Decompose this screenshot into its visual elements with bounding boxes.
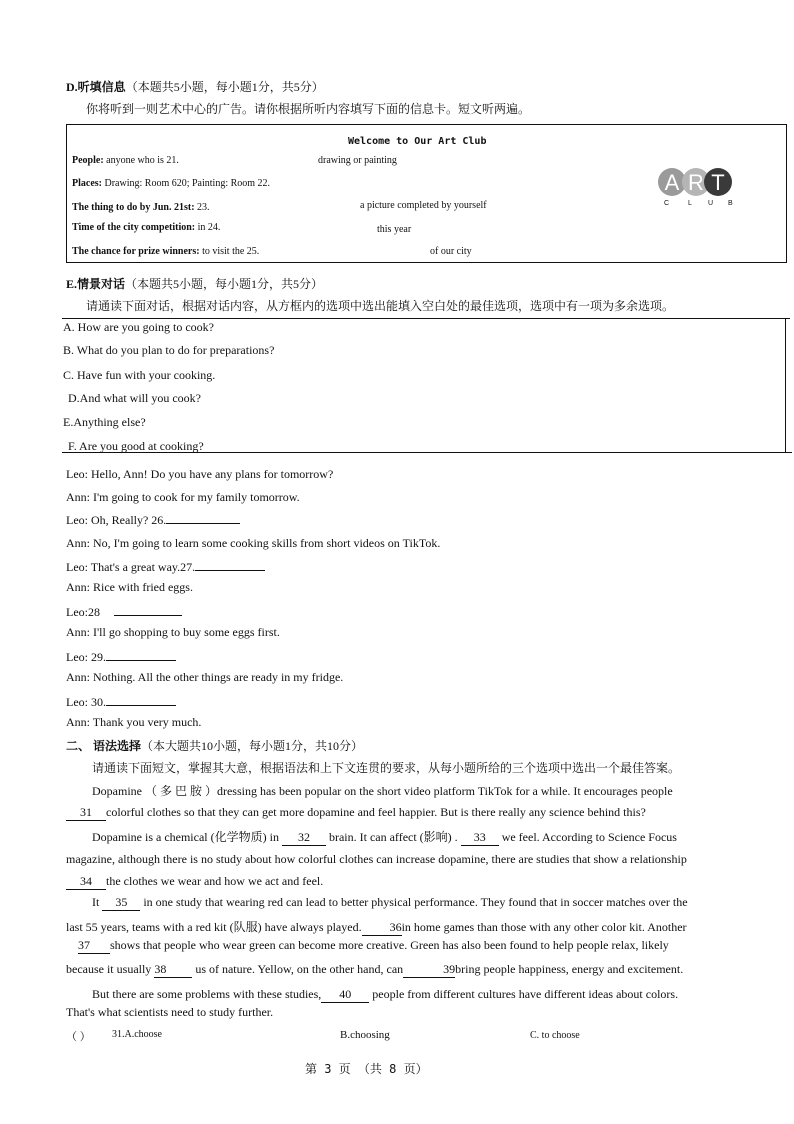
row-label: The chance for prize winners: xyxy=(72,246,200,257)
passage-text: the clothes we wear and how we act and feel. xyxy=(106,874,324,888)
passage-text: colorful clothes so that they can get more dopamine and feel happier. But is there really any science behind this? xyxy=(106,805,646,819)
section-d-instruction: 你将听到一则艺术中心的广告。请你根据所听内容填写下面的信息卡。短文听两遍。 xyxy=(86,102,531,116)
dialogue-line-3 xyxy=(66,513,240,528)
section-e-heading xyxy=(66,275,323,292)
blank-38[interactable]: 38 xyxy=(154,962,192,978)
answer-blank-29[interactable] xyxy=(106,660,176,661)
row-text: Drawing: Room 620; Painting: Room 22. xyxy=(104,178,271,189)
dialogue-line-7 xyxy=(66,605,182,620)
dialogue-text: Leo: 30. xyxy=(66,695,106,709)
passage-text: bring people happiness, energy and excitement. xyxy=(455,962,684,976)
passage-p2-line-a xyxy=(92,828,677,846)
blank-40[interactable]: 40 xyxy=(321,987,369,1003)
passage-text: But there are some problems with these studies, xyxy=(92,987,322,1001)
passage-text: shows that people who wear green can become more creative. Green has also been found to help people relax, likely xyxy=(110,938,669,952)
blank-32[interactable]: 32 xyxy=(282,830,326,846)
blank-34[interactable]: 34 xyxy=(66,874,106,890)
section-d-note: （本题共5小题，每小题1分，共5分） xyxy=(125,80,324,94)
passage-text: It xyxy=(92,895,100,909)
option-f: F. Are you good at cooking? xyxy=(68,439,204,453)
info-row-chance-tail: of our city xyxy=(430,246,472,257)
info-row-chance xyxy=(72,246,259,257)
passage-text: in home games than those with any other color kit. Another xyxy=(401,920,687,934)
section-ii-note: （本大题共10小题，每小题1分，共10分） xyxy=(141,739,364,753)
page-number: 第 3 页 （共 8 页） xyxy=(305,1062,428,1076)
row-label: Time of the city competition: xyxy=(72,222,196,233)
logo-letter-a: A xyxy=(664,170,680,195)
row-text: 23. xyxy=(197,202,210,213)
blank-35[interactable]: 35 xyxy=(102,895,140,911)
answer-blank-26[interactable] xyxy=(166,523,240,524)
logo-letter-t: T xyxy=(711,170,725,195)
dialogue-text: Leo: That's a great way.27. xyxy=(66,560,196,574)
passage-p2-line-c xyxy=(66,874,323,890)
row-label: People: xyxy=(72,155,104,166)
info-row-thing-tail: a picture completed by yourself xyxy=(360,200,487,211)
blank-31[interactable]: 31 xyxy=(66,805,106,821)
info-row-people xyxy=(72,155,179,166)
passage-p2-line-b: magazine, although there is no study about how colorful clothes can increase dopamine, there are studies that show a relationship xyxy=(66,852,687,866)
question-31-option-a[interactable]: 31.A.choose xyxy=(112,1029,162,1040)
logo-sub-l: L xyxy=(688,200,692,207)
passage-text: because it usually xyxy=(66,962,152,976)
passage-p3-line-c xyxy=(78,938,669,954)
section-d-title: 听填信息 xyxy=(77,80,126,94)
row-label: Places: xyxy=(72,178,102,189)
options-box-top xyxy=(62,318,790,319)
question-31-option-c[interactable]: C. to choose xyxy=(530,1030,580,1041)
option-c: C. Have fun with your cooking. xyxy=(63,368,216,382)
passage-text: people from different cultures have different ideas about colors. xyxy=(372,987,679,1001)
section-e-letter: E. xyxy=(66,277,78,291)
dialogue-line-10: Ann: Nothing. All the other things are ready in my fridge. xyxy=(66,670,344,684)
blank-39[interactable]: 39 xyxy=(403,962,455,978)
dialogue-line-6: Ann: Rice with fried eggs. xyxy=(66,580,193,594)
answer-blank-28[interactable] xyxy=(114,615,182,616)
dialogue-line-4: Ann: No, I'm going to learn some cooking skills from short videos on TikTok. xyxy=(66,536,441,550)
passage-p4-line-a xyxy=(92,987,678,1003)
section-d-heading xyxy=(66,78,324,95)
logo-sub-u: U xyxy=(708,200,714,207)
blank-36[interactable]: 36 xyxy=(362,920,402,936)
question-31-option-b[interactable]: B.choosing xyxy=(340,1029,390,1041)
passage-text: in one study that wearing red can lead to better physical performance. They found that in soccer matches over the xyxy=(143,895,688,909)
answer-blank-30[interactable] xyxy=(106,705,176,706)
question-31-paren[interactable]: （ ） xyxy=(66,1031,91,1043)
dialogue-line-2: Ann: I'm going to cook for my family tomorrow. xyxy=(66,490,300,504)
dialogue-text: Leo: Oh, Really? 26. xyxy=(66,513,167,527)
section-e-note: （本题共5小题，每小题1分，共5分） xyxy=(125,277,324,291)
option-d: D.And what will you cook? xyxy=(68,391,201,405)
dialogue-line-8: Ann: I'll go shopping to buy some eggs first. xyxy=(66,625,280,639)
section-ii-heading xyxy=(66,737,363,754)
passage-p3-line-a xyxy=(92,895,688,911)
logo-letter-r: R xyxy=(688,170,704,195)
blank-33[interactable]: 33 xyxy=(461,830,499,846)
section-e-instruction: 请通读下面对话，根据对话内容，从方框内的选项中选出能填入空白处的最佳选项，选项中有一项为多余选项。 xyxy=(86,299,675,313)
dialogue-line-1: Leo: Hello, Ann! Do you have any plans for tomorrow? xyxy=(66,467,334,481)
logo-sub-b: B xyxy=(728,200,733,207)
logo-sub-c: C xyxy=(664,200,670,207)
passage-text: we feel. According to Science Focus xyxy=(501,830,677,844)
passage-p1-line-b xyxy=(66,805,646,821)
row-label: The thing to do by Jun. 21st: xyxy=(72,202,195,213)
dialogue-line-9 xyxy=(66,650,176,665)
passage-p3-line-d xyxy=(66,962,683,978)
blank-37[interactable]: 37 xyxy=(78,938,110,954)
option-b: B. What do you plan to do for preparations? xyxy=(63,343,275,357)
passage-text: brain. It can affect (影响) . xyxy=(328,830,458,844)
info-row-places xyxy=(72,178,270,189)
row-text: to visit the 25. xyxy=(202,246,260,257)
answer-blank-27[interactable] xyxy=(195,570,265,571)
info-card-title: Welcome to Our Art Club xyxy=(348,136,487,147)
row-text: in 24. xyxy=(197,222,221,233)
dialogue-text: Leo: 29. xyxy=(66,650,106,664)
info-row-time xyxy=(72,222,220,233)
dialogue-line-12: Ann: Thank you very much. xyxy=(66,715,202,729)
art-club-logo xyxy=(656,165,742,210)
passage-p1-line-a: Dopamine （ 多 巴 胺 ）dressing has been popular on the short video platform TikTok for a while. It encourages people xyxy=(92,784,673,798)
section-ii-title: 二、 语法选择 xyxy=(66,739,142,753)
passage-text: Dopamine is a chemical (化学物质) in xyxy=(92,830,279,844)
row-text: anyone who is 21. xyxy=(106,155,179,166)
passage-text: us of nature. Yellow, on the other hand, can xyxy=(195,962,404,976)
option-e: E.Anything else? xyxy=(63,415,146,429)
info-row-thing xyxy=(72,202,210,213)
section-d-letter: D. xyxy=(66,80,78,94)
section-e-title: 情景对话 xyxy=(77,277,126,291)
dialogue-text: Leo:28 xyxy=(66,605,100,619)
option-a: A. How are you going to cook? xyxy=(63,320,214,334)
info-row-time-tail: this year xyxy=(377,224,412,235)
section-ii-instruction: 请通读下面短文，掌握其大意，根据语法和上下文连贯的要求，从每小题所给的三个选项中选出一个最佳答案。 xyxy=(92,761,681,775)
dialogue-line-5 xyxy=(66,560,265,575)
dialogue-line-11 xyxy=(66,695,176,710)
passage-text: last 55 years, teams with a red kit (队服) have always played. xyxy=(66,920,362,934)
options-box-right xyxy=(785,318,786,452)
passage-p4-line-b: That's what scientists need to study further. xyxy=(66,1005,274,1019)
info-row-people-tail: drawing or painting xyxy=(318,155,397,166)
passage-p3-line-b xyxy=(66,918,687,936)
